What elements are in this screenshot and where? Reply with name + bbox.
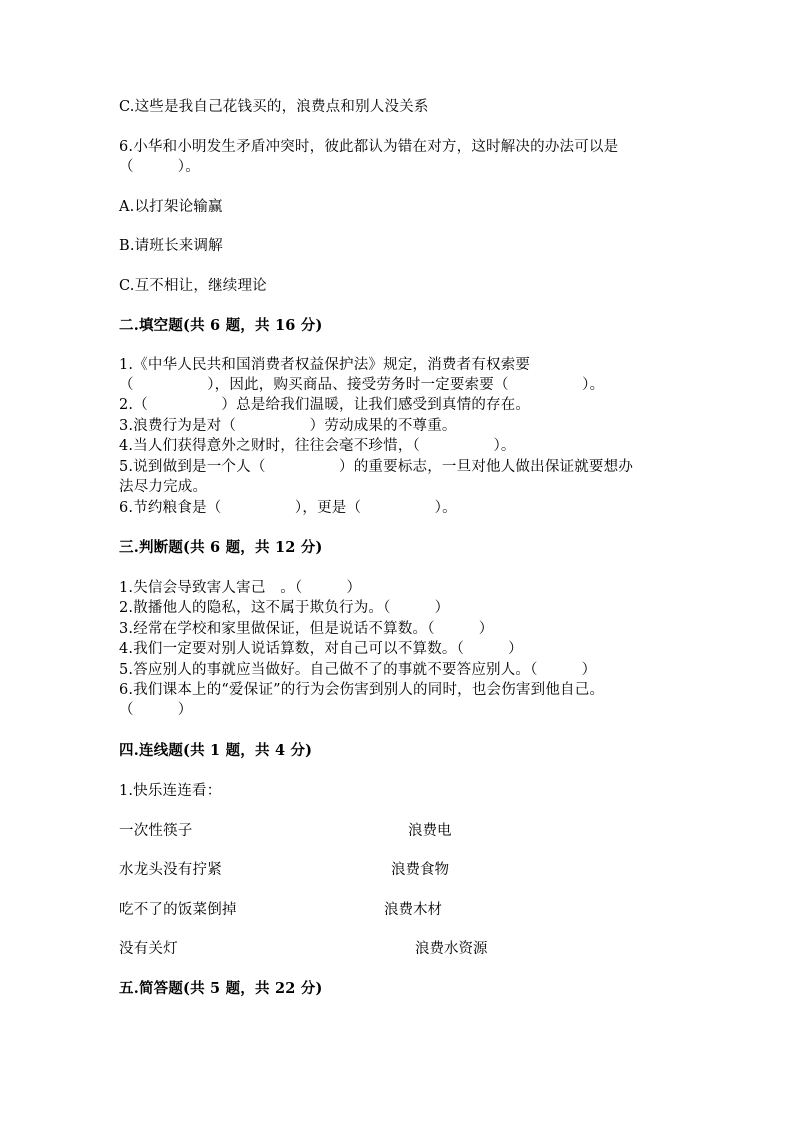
matching-intro: 1.快乐连连看： xyxy=(119,783,222,799)
fill-line: 6.节约粮食是（ ），更是（ ）。 xyxy=(119,500,457,516)
matching-right-item: 浪费电 xyxy=(408,823,452,839)
matching-left-item: 吃不了的饭菜倒掉 xyxy=(119,902,237,918)
fill-line: 1.《中华人民共和国消费者权益保护法》规定，消费者有权索要 xyxy=(119,357,531,373)
section5-heading: 五.简答题(共 5 题，共 22 分) xyxy=(119,980,323,997)
fill-line: 2.（ ）总是给我们温暖，让我们感受到真情的存在。 xyxy=(119,397,531,413)
matching-left-item: 水龙头没有拧紧 xyxy=(119,862,222,878)
matching-right-item: 浪费木材 xyxy=(384,902,442,918)
matching-right-item: 浪费水资源 xyxy=(415,941,488,957)
section4-heading: 四.连线题(共 1 题，共 4 分) xyxy=(119,742,313,759)
judge-line: 3.经常在学校和家里做保证，但是说话不算数。（ ） xyxy=(119,621,494,637)
section2-heading: 二.填空题(共 6 题，共 16 分) xyxy=(119,317,323,334)
q6-stem-line2: （ ）。 xyxy=(119,159,200,175)
q5-option-c: C.这些是我自己花钱买的，浪费点和别人没关系 xyxy=(119,99,429,115)
section3-heading: 三.判断题(共 6 题，共 12 分) xyxy=(119,539,323,556)
fill-line: 3.浪费行为是对（ ）劳动成果的不尊重。 xyxy=(119,418,457,434)
q6-option-b: B.请班长来调解 xyxy=(119,238,223,254)
matching-right-item: 浪费食物 xyxy=(391,862,449,878)
q6-stem-line1: 6.小华和小明发生矛盾冲突时，彼此都认为错在对方，这时解决的办法可以是 xyxy=(119,139,619,155)
matching-left-item: 一次性筷子 xyxy=(119,823,193,839)
judge-line: 6.我们课本上的“爱保证”的行为会伤害到别人的同时，也会伤害到他自己。 xyxy=(119,682,605,698)
judge-line: 2.散播他人的隐私，这不属于欺负行为。（ ） xyxy=(119,600,450,616)
judge-line: 1.失信会导致害人害己 。（ ） xyxy=(119,580,362,596)
matching-left-item: 没有关灯 xyxy=(119,941,178,957)
fill-line: 4.当人们获得意外之财时，往往会毫不珍惜，（ ）。 xyxy=(119,438,516,454)
judge-line: （ ） xyxy=(119,702,193,718)
fill-line: 5.说到做到是一个人（ ）的重要标志，一旦对他人做出保证就要想办 xyxy=(119,459,634,475)
q6-option-a: A.以打架论输赢 xyxy=(119,199,223,215)
q6-option-c: C.互不相让，继续理论 xyxy=(119,278,267,294)
fill-line: 法尽力完成。 xyxy=(119,479,208,495)
fill-line: （ ），因此，购买商品、接受劳务时一定要索要（ ）。 xyxy=(119,377,605,393)
judge-line: 5.答应别人的事就应当做好。自己做不了的事就不要答应别人。（ ） xyxy=(119,662,597,678)
judge-line: 4.我们一定要对别人说话算数，对自己可以不算数。（ ） xyxy=(119,641,523,657)
